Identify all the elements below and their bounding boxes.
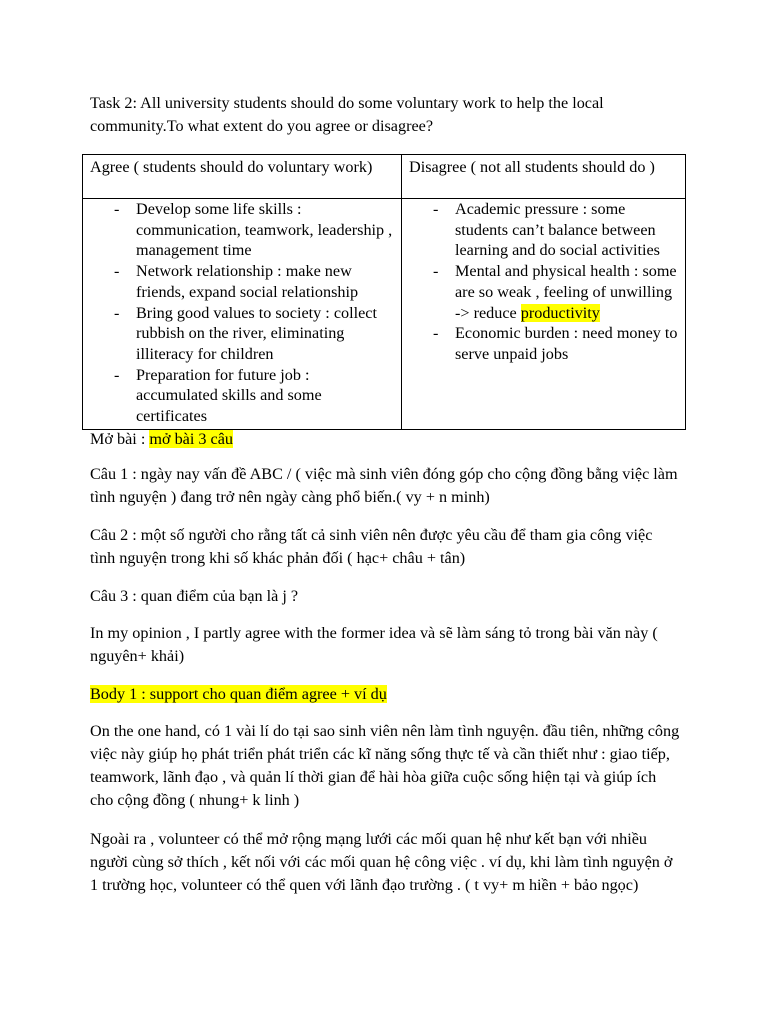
list-item: - Economic burden : need money to serve unpaid jobs: [409, 323, 678, 364]
mo-bai-highlight: mở bài 3 câu: [149, 430, 233, 448]
opinion-paragraph: In my opinion , I partly agree with the former idea và sẽ làm sáng tỏ trong bài văn này ( nguyên+ khải): [90, 624, 658, 665]
list-item: - Network relationship : make new friends, expand social relationship: [90, 261, 394, 302]
list-item: - Preparation for future job : accumulated skills and some certificates: [90, 365, 394, 427]
disagree-header: Disagree ( not all students should do ): [402, 155, 686, 199]
task-prompt: Task 2: All university students should do some voluntary work to help the local community.To what extent do you agree or disagree?: [90, 94, 604, 135]
list-item: - Academic pressure : some students can’t balance between learning and do social activities: [409, 199, 678, 261]
body-paragraph-1: On the one hand, có 1 vài lí do tại sao sinh viên nên làm tình nguyện. đầu tiên, những công việc này giúp họ phát triển phát triển các kĩ năng sống thực tế và cần thiết như : giao tiếp, teamwork, lãnh đạo , và quản lí thời gian để hài hòa giữa cuộc sống hiện tại và giúp ích cho cộng đồng ( nhung+ k linh ): [90, 722, 680, 809]
agree-header: Agree ( students should do voluntary work): [83, 155, 402, 199]
agree-cell: [83, 199, 402, 430]
list-item: - Bring good values to society : collect rubbish on the river, eliminating illiteracy for children: [90, 303, 394, 365]
productivity-highlight: productivity: [520, 303, 600, 322]
body-paragraph-2: Ngoài ra , volunteer có thể mở rộng mạng lưới các mối quan hệ như kết bạn với nhiều người cùng sở thích , kết nối với các mối quan hệ công việc . ví dụ, khi làm tình nguyện ở 1 trường học, volunteer có thể quen với lãnh đạo trường . ( t vy+ m hiền + bảo ngọc): [90, 830, 673, 894]
table-body-row: [83, 199, 686, 430]
table-header-row: [83, 155, 686, 199]
mental-health-text: Mental and physical health : some are so weak , feeling of unwilling -> reduce: [455, 262, 677, 322]
mo-bai-label: Mở bài :: [90, 430, 150, 448]
list-item: - Develop some life skills : communication, teamwork, leadership , management time: [90, 199, 394, 261]
list-item: [409, 261, 678, 323]
disagree-list: [409, 199, 678, 367]
agree-list: [90, 199, 394, 429]
mo-bai-line: [90, 428, 680, 451]
comparison-table: [82, 154, 686, 430]
cau-1: Câu 1 : ngày nay vấn đề ABC / ( việc mà sinh viên đóng góp cho cộng đồng bằng việc làm tình nguyện ) đang trở nên ngày càng phổ biến.( vy + n minh): [90, 465, 678, 506]
cau-2: Câu 2 : một số người cho rằng tất cả sinh viên nên được yêu cầu để tham gia công việc tình nguyện trong khi số khác phản đối ( hạc+ châu + tân): [90, 526, 653, 567]
body-1-heading-line: [90, 683, 680, 706]
cau-3: Câu 3 : quan điểm của bạn là j ?: [90, 587, 299, 605]
body-1-heading: Body 1 : support cho quan điểm agree + ví dụ: [90, 685, 387, 703]
disagree-cell: [402, 199, 686, 430]
